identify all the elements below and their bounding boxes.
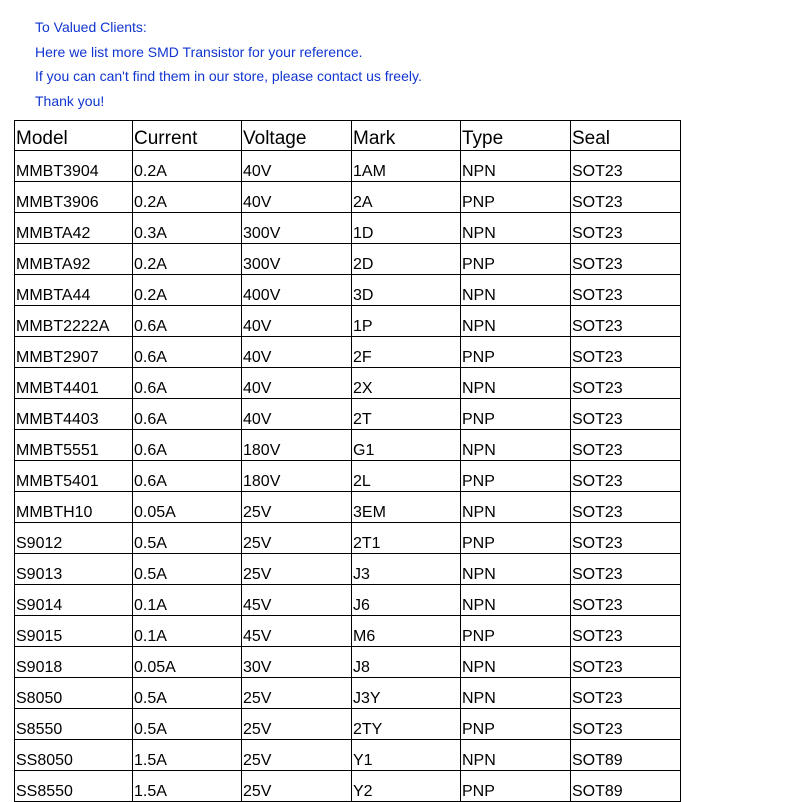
cell-mark: 1AM: [352, 151, 461, 182]
cell-model: S9015: [15, 616, 133, 647]
cell-voltage: 25V: [242, 523, 352, 554]
cell-mark: 2T1: [352, 523, 461, 554]
cell-voltage: 40V: [242, 399, 352, 430]
cell-type: NPN: [461, 585, 571, 616]
cell-mark: 1D: [352, 213, 461, 244]
cell-seal: SOT89: [571, 771, 681, 802]
cell-seal: SOT23: [571, 430, 681, 461]
column-header-voltage: Voltage: [242, 121, 352, 151]
intro-message: [35, 15, 422, 114]
transistor-table: [14, 120, 681, 802]
cell-voltage: 40V: [242, 182, 352, 213]
cell-current: 0.5A: [133, 554, 242, 585]
table-row: [15, 461, 681, 492]
cell-voltage: 400V: [242, 275, 352, 306]
cell-type: PNP: [461, 461, 571, 492]
intro-greeting: To Valued Clients:: [35, 19, 147, 35]
cell-model: S8050: [15, 678, 133, 709]
table-row: [15, 554, 681, 585]
cell-type: NPN: [461, 492, 571, 523]
cell-model: S9013: [15, 554, 133, 585]
cell-voltage: 30V: [242, 647, 352, 678]
cell-mark: 2T: [352, 399, 461, 430]
cell-type: PNP: [461, 337, 571, 368]
cell-mark: 2L: [352, 461, 461, 492]
cell-voltage: 40V: [242, 368, 352, 399]
cell-seal: SOT23: [571, 585, 681, 616]
cell-seal: SOT23: [571, 151, 681, 182]
cell-type: PNP: [461, 182, 571, 213]
table-row: [15, 678, 681, 709]
cell-seal: SOT23: [571, 492, 681, 523]
table-row: [15, 399, 681, 430]
cell-current: 0.6A: [133, 430, 242, 461]
cell-seal: SOT23: [571, 554, 681, 585]
cell-model: MMBT2907: [15, 337, 133, 368]
cell-current: 0.2A: [133, 182, 242, 213]
table-row: [15, 740, 681, 771]
cell-voltage: 25V: [242, 709, 352, 740]
cell-model: MMBT3906: [15, 182, 133, 213]
cell-voltage: 45V: [242, 616, 352, 647]
cell-mark: 3EM: [352, 492, 461, 523]
cell-type: NPN: [461, 678, 571, 709]
cell-current: 0.6A: [133, 306, 242, 337]
cell-current: 0.2A: [133, 244, 242, 275]
cell-seal: SOT23: [571, 306, 681, 337]
cell-mark: G1: [352, 430, 461, 461]
cell-current: 0.3A: [133, 213, 242, 244]
table-row: [15, 430, 681, 461]
cell-mark: J6: [352, 585, 461, 616]
cell-seal: SOT23: [571, 213, 681, 244]
cell-model: MMBTH10: [15, 492, 133, 523]
column-header-mark: Mark: [352, 121, 461, 151]
cell-model: MMBT5401: [15, 461, 133, 492]
cell-type: NPN: [461, 213, 571, 244]
column-header-model: Model: [15, 121, 133, 151]
cell-type: NPN: [461, 275, 571, 306]
cell-type: NPN: [461, 554, 571, 585]
cell-voltage: 40V: [242, 306, 352, 337]
column-header-type: Type: [461, 121, 571, 151]
cell-seal: SOT23: [571, 275, 681, 306]
cell-mark: Y2: [352, 771, 461, 802]
cell-type: PNP: [461, 771, 571, 802]
table-row: [15, 647, 681, 678]
cell-current: 0.6A: [133, 399, 242, 430]
cell-type: NPN: [461, 151, 571, 182]
cell-voltage: 25V: [242, 492, 352, 523]
cell-model: S9018: [15, 647, 133, 678]
cell-type: NPN: [461, 430, 571, 461]
table-row: [15, 213, 681, 244]
cell-model: MMBTA44: [15, 275, 133, 306]
cell-voltage: 25V: [242, 678, 352, 709]
cell-mark: 1P: [352, 306, 461, 337]
table-row: [15, 616, 681, 647]
cell-seal: SOT23: [571, 399, 681, 430]
cell-current: 0.6A: [133, 337, 242, 368]
cell-current: 0.1A: [133, 616, 242, 647]
intro-thanks: Thank you!: [35, 93, 105, 110]
cell-model: MMBT2222A: [15, 306, 133, 337]
table-row: [15, 771, 681, 802]
cell-current: 1.5A: [133, 771, 242, 802]
cell-mark: 3D: [352, 275, 461, 306]
cell-voltage: 40V: [242, 337, 352, 368]
cell-model: S8550: [15, 709, 133, 740]
cell-model: MMBTA42: [15, 213, 133, 244]
cell-type: NPN: [461, 368, 571, 399]
table-row: [15, 492, 681, 523]
table-row: [15, 368, 681, 399]
cell-type: NPN: [461, 740, 571, 771]
column-header-seal: Seal: [571, 121, 681, 151]
cell-voltage: 180V: [242, 430, 352, 461]
cell-mark: Y1: [352, 740, 461, 771]
cell-voltage: 40V: [242, 151, 352, 182]
cell-seal: SOT23: [571, 368, 681, 399]
cell-type: PNP: [461, 523, 571, 554]
cell-seal: SOT23: [571, 616, 681, 647]
cell-mark: M6: [352, 616, 461, 647]
cell-seal: SOT23: [571, 709, 681, 740]
cell-mark: J3: [352, 554, 461, 585]
cell-mark: 2F: [352, 337, 461, 368]
intro-contact-line: If you can can't find them in our store, please contact us freely.: [35, 68, 422, 85]
cell-current: 0.6A: [133, 368, 242, 399]
cell-voltage: 300V: [242, 213, 352, 244]
cell-type: NPN: [461, 647, 571, 678]
cell-seal: SOT23: [571, 523, 681, 554]
cell-seal: SOT23: [571, 182, 681, 213]
table-row: [15, 275, 681, 306]
cell-model: SS8550: [15, 771, 133, 802]
cell-current: 0.2A: [133, 275, 242, 306]
cell-seal: SOT23: [571, 244, 681, 275]
table-row: [15, 709, 681, 740]
cell-current: 0.2A: [133, 151, 242, 182]
cell-type: PNP: [461, 399, 571, 430]
cell-model: MMBT3904: [15, 151, 133, 182]
cell-seal: SOT23: [571, 678, 681, 709]
cell-voltage: 25V: [242, 740, 352, 771]
cell-mark: J8: [352, 647, 461, 678]
cell-current: 0.5A: [133, 678, 242, 709]
cell-type: PNP: [461, 616, 571, 647]
cell-voltage: 25V: [242, 554, 352, 585]
cell-mark: 2A: [352, 182, 461, 213]
cell-seal: SOT23: [571, 461, 681, 492]
table-row: [15, 182, 681, 213]
cell-type: PNP: [461, 244, 571, 275]
table-row: [15, 306, 681, 337]
cell-current: 0.6A: [133, 461, 242, 492]
column-header-current: Current: [133, 121, 242, 151]
table-row: [15, 151, 681, 182]
cell-current: 0.5A: [133, 523, 242, 554]
table-row: [15, 244, 681, 275]
cell-seal: SOT89: [571, 740, 681, 771]
table-body: [15, 151, 681, 802]
cell-model: MMBTA92: [15, 244, 133, 275]
table-header-row: [15, 121, 681, 151]
cell-seal: SOT23: [571, 337, 681, 368]
cell-mark: J3Y: [352, 678, 461, 709]
table-row: [15, 337, 681, 368]
cell-type: NPN: [461, 306, 571, 337]
cell-seal: SOT23: [571, 647, 681, 678]
cell-model: SS8050: [15, 740, 133, 771]
cell-voltage: 300V: [242, 244, 352, 275]
cell-voltage: 45V: [242, 585, 352, 616]
cell-mark: 2TY: [352, 709, 461, 740]
cell-type: PNP: [461, 709, 571, 740]
table-row: [15, 523, 681, 554]
cell-model: MMBT5551: [15, 430, 133, 461]
cell-voltage: 180V: [242, 461, 352, 492]
intro-reference-line: Here we list more SMD Transistor for your reference.: [35, 43, 363, 60]
cell-current: 0.05A: [133, 492, 242, 523]
cell-voltage: 25V: [242, 771, 352, 802]
cell-model: MMBT4403: [15, 399, 133, 430]
cell-model: MMBT4401: [15, 368, 133, 399]
cell-mark: 2X: [352, 368, 461, 399]
cell-mark: 2D: [352, 244, 461, 275]
cell-model: S9012: [15, 523, 133, 554]
cell-model: S9014: [15, 585, 133, 616]
cell-current: 1.5A: [133, 740, 242, 771]
cell-current: 0.1A: [133, 585, 242, 616]
cell-current: 0.5A: [133, 709, 242, 740]
cell-current: 0.05A: [133, 647, 242, 678]
table-row: [15, 585, 681, 616]
